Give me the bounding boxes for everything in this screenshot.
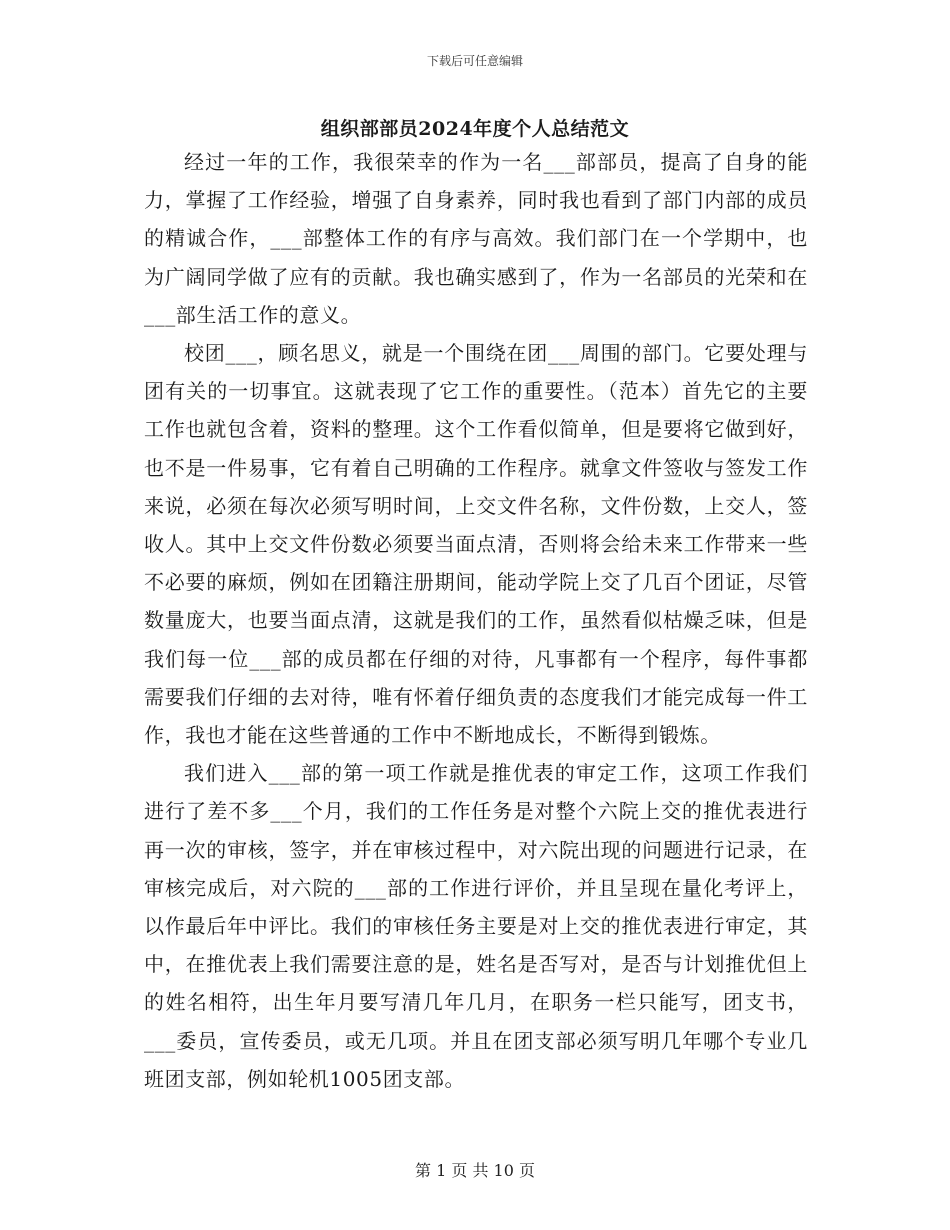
paragraph-2: 校团___，顾名思义，就是一个围绕在团___周围的部门。它要处理与团有关的一切事宜。这就表现了它工作的重要性。（范本）首先它的主要工作也就包含着，资料的整理。这个工作看似简单，但是要将它做到好，也不是一件易事，它有着自己明确的工作程序。就拿文件签收与签发工作来说，必须在每次必须写明时间，上交文件名称，文件份数，上交人，签收人。其中上交文件份数必须要当面点清，否则将会给未来工作带来一些不必要的麻烦，例如在团籍注册期间，能动学院上交了几百个团证，尽管数量庞大，也要当面点清，这就是我们的工作，虽然看似枯燥乏味，但是我们每一位___部的成员都在仔细的对待，凡事都有一个程序，每件事都需要我们仔细的去对待，唯有怀着仔细负责的态度我们才能完成每一件工作，我也才能在这些普通的工作中不断地成长，不断得到锻炼。 xyxy=(144,341,808,748)
page-number-footer: 第 1 页 共 10 页 xyxy=(415,1161,535,1180)
page-header-note: 下载后可任意编辑 xyxy=(426,54,523,68)
document-title: 组织部部员2024年度个人总结范文 xyxy=(320,118,630,140)
document-body xyxy=(144,143,808,1098)
paragraph-1: 经过一年的工作，我很荣幸的作为一名___部部员，提高了自身的能力，掌握了工作经验，增强了自身素养，同时我也看到了部门内部的成员的精诚合作，___部整体工作的有序与高效。我们部门在一个学期中，也为广阔同学做了应有的贡献。我也确实感到了，作为一名部员的光荣和在___部生活工作的意义。 xyxy=(144,150,808,327)
paragraph-3: 我们进入___部的第一项工作就是推优表的审定工作，这项工作我们进行了差不多___个月，我们的工作任务是对整个六院上交的推优表进行再一次的审核，签字，并在审核过程中，对六院出现的问题进行记录，在审核完成后，对六院的___部的工作进行评价，并且呈现在量化考评上，以作最后年中评比。我们的审核任务主要是对上交的推优表进行审定，其中，在推优表上我们需要注意的是，姓名是否写对，是否与计划推优但上的姓名相符，出生年月要写清几年几月，在职务一栏只能写，团支书，___委员，宣传委员，或无几项。并且在团支部必须写明几年哪个专业几班团支部，例如轮机1005团支部。 xyxy=(144,761,808,1091)
